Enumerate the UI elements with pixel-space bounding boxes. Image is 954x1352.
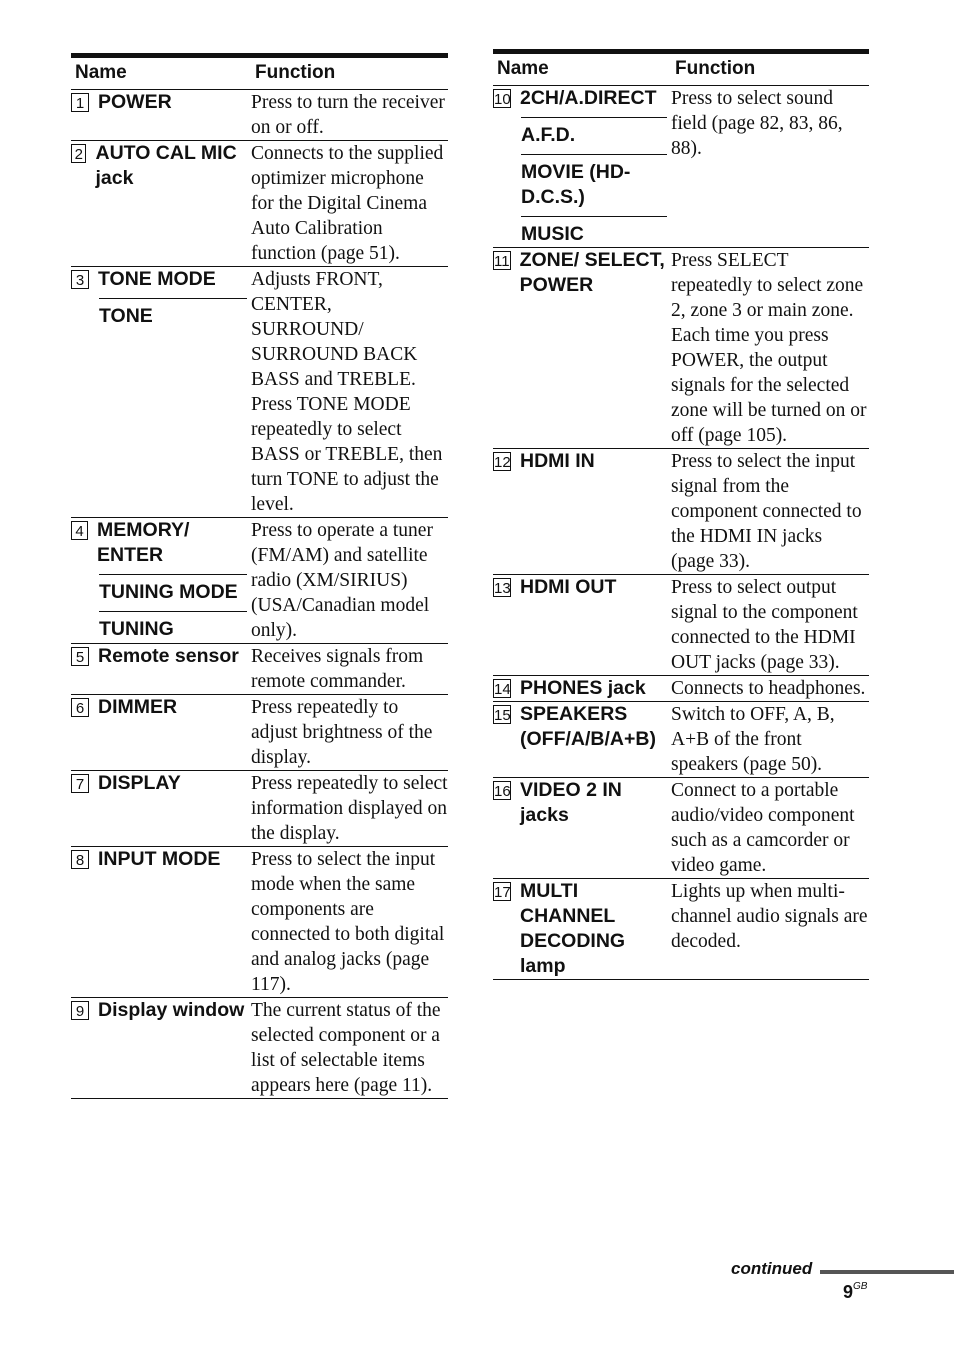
item-name: 2CH/A.DIRECT [520, 87, 657, 109]
function-cell: Press to turn the receiver on or off. [251, 90, 448, 141]
item-name: ZONE/ SELECT, POWER [519, 249, 665, 296]
function-cell: Press repeatedly to select information displayed on the display. [251, 771, 448, 847]
table-row [493, 778, 869, 879]
item-number: 12 [494, 454, 511, 471]
name-cell [71, 998, 251, 1099]
item-number: 17 [494, 884, 511, 901]
page-number-value: 9 [843, 1282, 854, 1302]
function-cell: Lights up when multi-channel audio signals are decoded. [671, 879, 869, 980]
item-subname: MUSIC [521, 216, 667, 247]
item-number: 9 [71, 1001, 89, 1020]
name-cell [493, 879, 671, 980]
name-line [493, 778, 671, 828]
table-row [493, 879, 869, 980]
item-number: 4 [71, 521, 88, 540]
header-function: Function [671, 52, 869, 86]
table-row [493, 248, 869, 449]
item-number: 1 [71, 93, 89, 112]
function-cell: Press repeatedly to adjust brightness of the display. [251, 695, 448, 771]
header-function: Function [251, 56, 448, 90]
item-name: HDMI OUT [520, 576, 617, 598]
function-cell: Press SELECT repeatedly to select zone 2, zone 3 or main zone. Each time you press POWER, the output signals for the selected zone will be turned on or off (page 105). [671, 248, 869, 449]
name-line [71, 141, 251, 191]
table-row [71, 695, 448, 771]
item-subname: A.F.D. [521, 117, 667, 148]
table-row [71, 267, 448, 518]
name-line [493, 879, 671, 979]
item-name: DISPLAY [98, 772, 181, 794]
table-row [493, 86, 869, 248]
item-name: VIDEO 2 IN jacks [520, 779, 622, 826]
page-number [843, 1282, 867, 1303]
item-number: 8 [71, 850, 89, 869]
table-row [71, 90, 448, 141]
table-row [493, 676, 869, 702]
item-number: 6 [71, 698, 89, 717]
table-row [493, 575, 869, 676]
name-cell [493, 676, 671, 702]
name-line [71, 90, 251, 115]
name-cell [71, 267, 251, 518]
item-name: SPEAKERS (OFF/A/B/A+B) [520, 703, 656, 750]
function-cell: Press to select sound field (page 82, 83, 86, 88). [671, 86, 869, 248]
function-cell: Press to operate a tuner (FM/AM) and satellite radio (XM/SIRIUS) (USA/Canadian model only). [251, 518, 448, 644]
table-row [493, 449, 869, 575]
name-cell [71, 141, 251, 267]
item-number: 14 [494, 681, 511, 698]
item-name: Remote sensor [98, 645, 239, 667]
function-cell: Connect to a portable audio/video component such as a camcorder or video game. [671, 778, 869, 879]
item-number: 5 [71, 647, 89, 666]
name-line [71, 267, 251, 292]
name-line [71, 695, 251, 720]
name-line [493, 86, 671, 111]
table-row [71, 847, 448, 998]
item-subname: MOVIE (HD-D.C.S.) [521, 154, 667, 210]
right-table [493, 49, 869, 980]
name-line [71, 771, 251, 796]
name-line [493, 449, 671, 474]
item-number: 2 [71, 144, 86, 163]
table-row [71, 644, 448, 695]
name-cell [493, 575, 671, 676]
page-suffix: GB [853, 1281, 868, 1292]
header-name: Name [493, 52, 671, 86]
name-line [71, 518, 251, 568]
table-row [71, 141, 448, 267]
name-cell [71, 847, 251, 998]
item-name: DIMMER [98, 696, 178, 718]
name-line [493, 702, 671, 752]
item-name: TONE MODE [98, 268, 216, 290]
item-number: 10 [494, 91, 511, 108]
item-name: HDMI IN [520, 450, 595, 472]
function-cell: Receives signals from remote commander. [251, 644, 448, 695]
item-name: PHONES jack [520, 677, 646, 699]
continued-label: continued [731, 1259, 813, 1278]
function-cell: Connects to headphones. [671, 676, 869, 702]
name-cell [493, 86, 671, 248]
name-line [71, 998, 251, 1023]
name-cell [493, 702, 671, 778]
function-cell: Press to select the input signal from the component connected to the HDMI IN jacks (page 33). [671, 449, 869, 575]
item-number: 11 [494, 253, 510, 270]
name-cell [71, 771, 251, 847]
item-number: 13 [494, 580, 511, 597]
item-subname: TONE [99, 298, 247, 329]
name-cell [71, 518, 251, 644]
item-name: Display window [98, 999, 245, 1021]
name-line [493, 575, 671, 600]
continued-bar [820, 1270, 954, 1274]
function-cell: Connects to the supplied optimizer microphone for the Digital Cinema Auto Calibration function (page 51). [251, 141, 448, 267]
item-name: MEMORY/ ENTER [97, 519, 190, 566]
item-subname: TUNING [99, 611, 247, 642]
item-number: 16 [494, 783, 511, 800]
function-cell: The current status of the selected component or a list of selectable items appears here (page 11). [251, 998, 448, 1099]
name-line [493, 676, 671, 701]
header-name: Name [71, 56, 251, 90]
function-cell: Press to select output signal to the component connected to the HDMI OUT jacks (page 33). [671, 575, 869, 676]
name-cell [71, 695, 251, 771]
name-cell [71, 644, 251, 695]
function-cell: Adjusts FRONT, CENTER, SURROUND/ SURROUND BACK BASS and TREBLE. Press TONE MODE repeatedly to select BASS or TREBLE, then turn TONE to adjust the level. [251, 267, 448, 518]
table-row [71, 518, 448, 644]
name-cell [493, 449, 671, 575]
name-cell [493, 248, 671, 449]
name-cell [493, 778, 671, 879]
item-subname: TUNING MODE [99, 574, 247, 605]
table-row [71, 771, 448, 847]
item-name: MULTI CHANNEL DECODING lamp [520, 880, 626, 977]
name-line [493, 248, 671, 298]
table-row [493, 702, 869, 778]
left-table [71, 53, 448, 1099]
table-row [71, 998, 448, 1099]
name-line [71, 644, 251, 669]
item-name: INPUT MODE [98, 848, 221, 870]
name-line [71, 847, 251, 872]
item-number: 7 [71, 774, 89, 793]
item-number: 15 [494, 707, 511, 724]
item-name: POWER [98, 91, 172, 113]
function-cell: Press to select the input mode when the same components are connected to both digital and analog jacks (page 117). [251, 847, 448, 998]
name-cell [71, 90, 251, 141]
item-name: AUTO CAL MIC jack [95, 142, 237, 189]
item-number: 3 [71, 270, 89, 289]
function-cell: Switch to OFF, A, B, A+B of the front speakers (page 50). [671, 702, 869, 778]
